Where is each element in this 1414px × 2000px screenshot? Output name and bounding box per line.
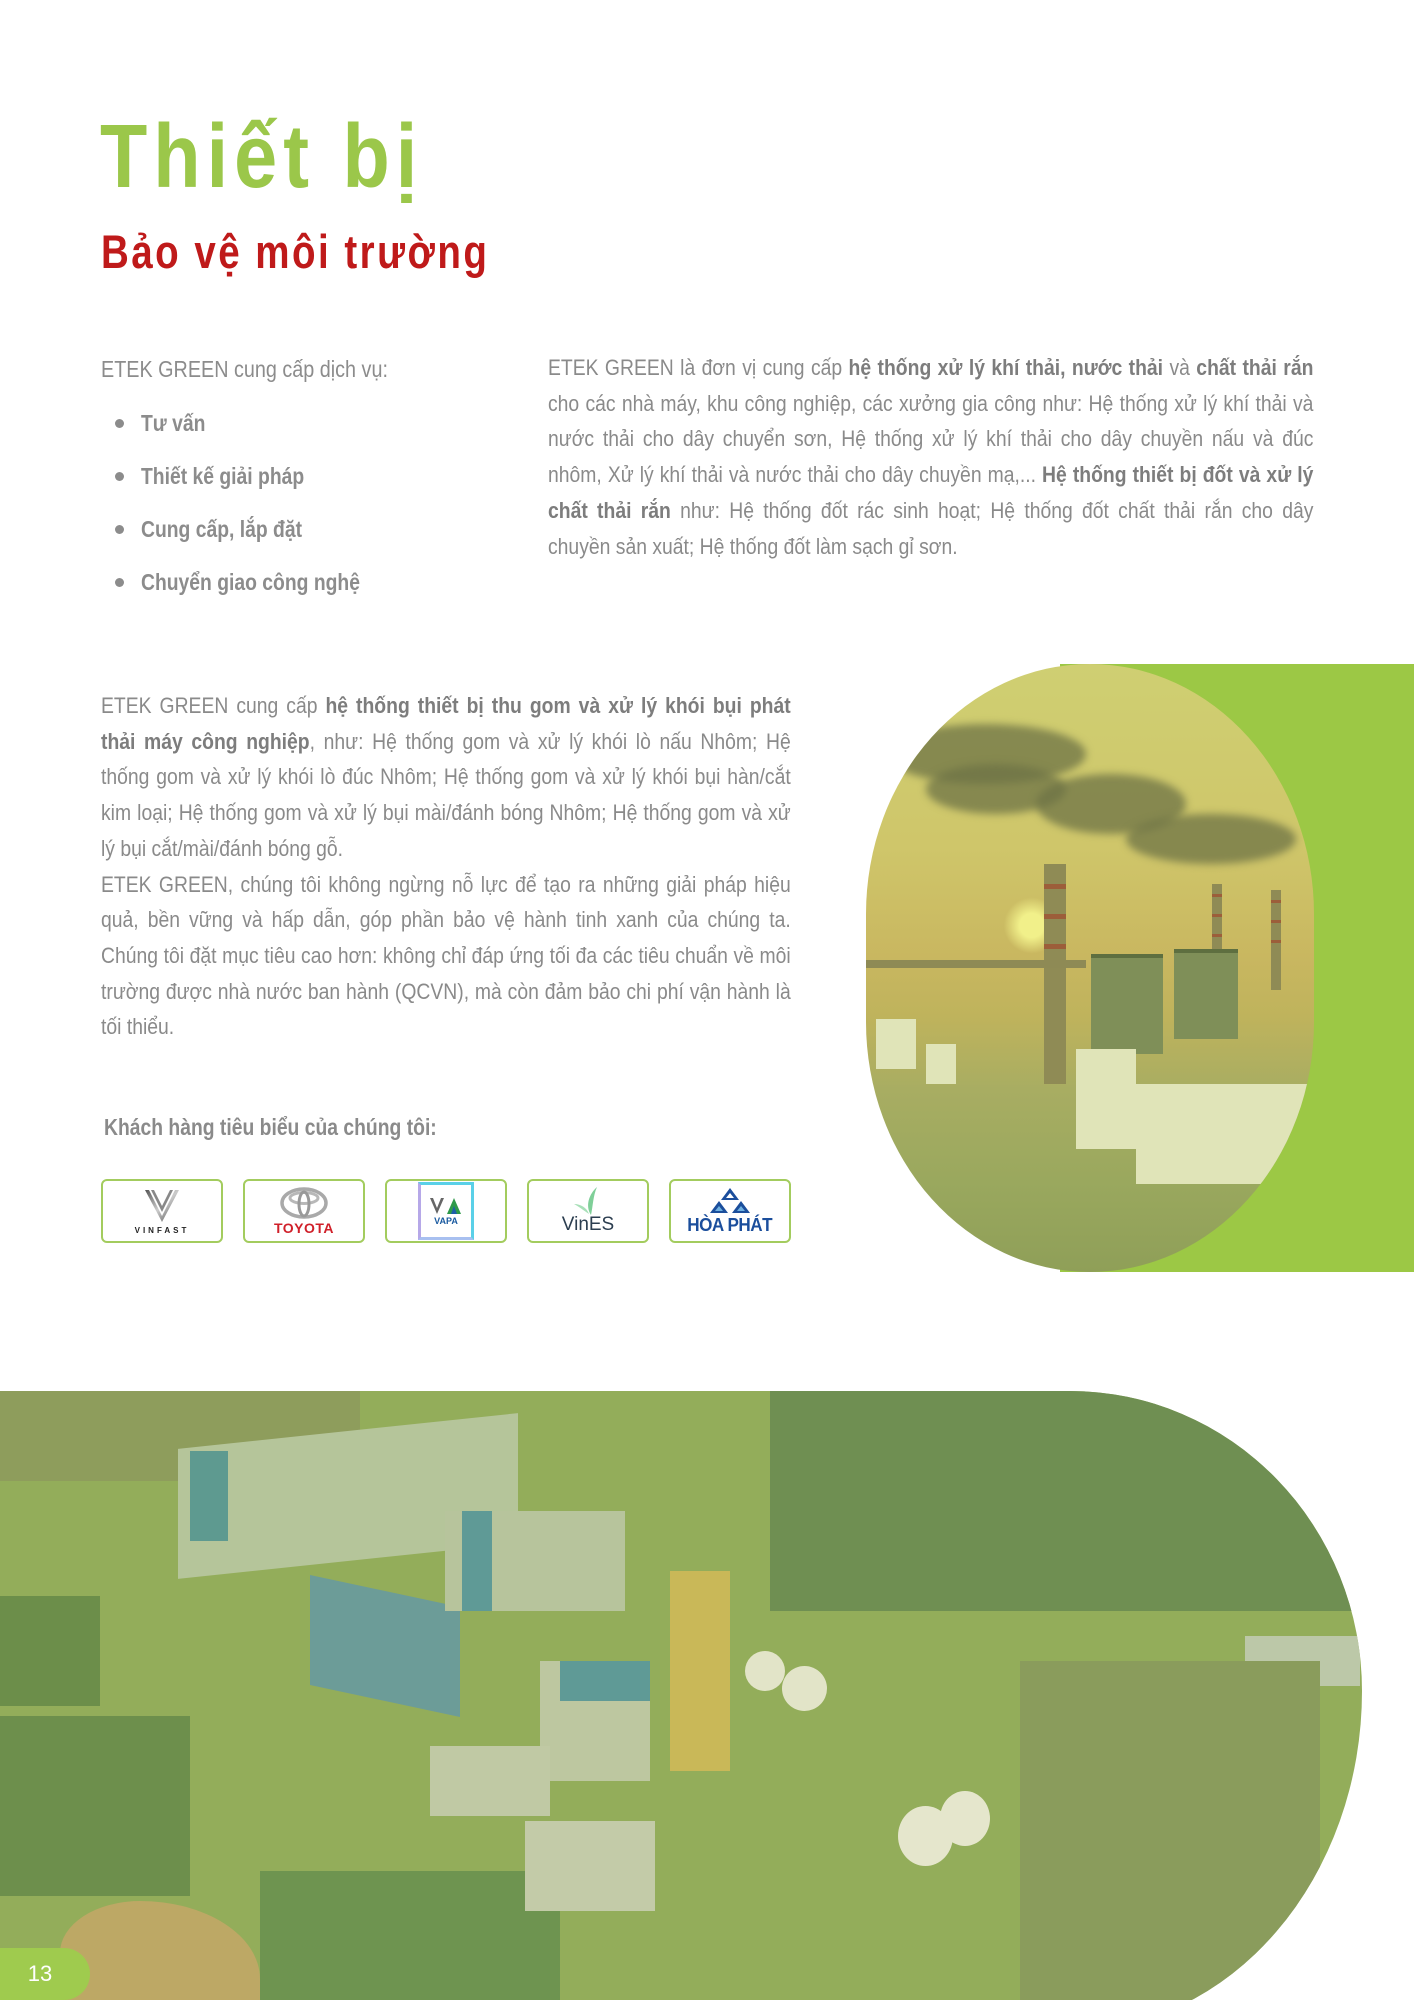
paragraph-dust-systems: ETEK GREEN cung cấp hệ thống thiết bị thu gom và xử lý khói bụi phát thải máy công nghiệp, như: Hệ thống gom và xử lý khói lò nấu Nhôm; Hệ thống gom và xử lý khói lò đúc Nhôm; Hệ thống gom và xử lý khói bụi hàn/cắt kim loại; Hệ thống gom và xử lý bụi mài/đánh bóng Nhôm; Hệ thống gom và xử lý bụi cắt/mài/đánh bóng gỗ. [101,693,791,861]
emphasis-text: Hệ thống thiết bị đốt và xử lý chất thải rắn [548,462,1314,523]
services-list-section [101,354,441,620]
vines-leaf-icon [571,1186,605,1216]
client-logo-vinfast: VINFAST [101,1179,223,1243]
chimney-right [1271,890,1281,990]
description-paragraph-right: ETEK GREEN là đơn vị cung cấp hệ thống xử lý khí thải, nước thải và chất thải rắn cho các nhà máy, khu công nghiệp, các xưởng gia công như: Hệ thống xử lý khí thải và nước thải cho dây chuyển sơn, Hệ thống xử lý khí thải cho dây chuyền nấu và đúc nhôm, Xử lý khí thải và nước thải cho dây chuyền mạ,... Hệ thống thiết bị đốt và xử lý chất thải rắn như: Hệ thống đốt rác sinh hoạt; Hệ thống đốt chất thải rắn cho dây chuyền sản xuất; Hệ thống đốt làm sạch gỉ sơn. [548,355,1314,559]
description-paragraph-left [101,688,791,1045]
client-logo-toyota: TOYOTA [243,1179,365,1243]
emphasis-text: hệ thống xử lý khí thải, nước thải [848,355,1164,380]
factory-smokestacks-photo [866,664,1314,1272]
bullet-icon [115,419,124,428]
clients-heading: Khách hàng tiêu biểu của chúng tôi: [104,1114,437,1140]
bullet-icon [115,578,124,587]
aerial-industrial-site-photo [0,1391,1362,2000]
vapa-va-icon [429,1196,463,1216]
client-logos [101,1179,791,1243]
client-logo-vines: VinES [527,1179,649,1243]
paragraph-mission: ETEK GREEN, chúng tôi không ngừng nỗ lực để tạo ra những giải pháp hiệu quả, bền vững và hấp dẫn, góp phần bảo vệ hành tinh xanh của chúng ta. Chúng tôi đặt mục tiêu cao hơn: không chỉ đáp ứng tối đa các tiêu chuẩn về môi trường được nhà nước ban hành (QCVN), mà còn đảm bảo chi phí vận hành là tối thiểu. [101,871,791,1040]
service-item: Chuyển giao công nghệ [101,567,441,620]
bridge [866,960,1086,968]
service-item: Tư vấn [101,408,441,461]
services-intro: ETEK GREEN cung cấp dịch vụ: [101,356,388,382]
page-title: Thiết bị [100,107,424,207]
service-item: Thiết kế giải pháp [101,461,441,514]
page-subtitle: Bảo vệ môi trường [101,225,490,278]
hoaphat-triangles-icon [706,1187,754,1215]
page-number: 13 [0,1948,90,2000]
toyota-emblem-icon [280,1187,328,1219]
emphasis-text: hệ thống thiết bị thu gom và xử lý khói bụi phát thải máy công nghiệp [101,693,791,754]
services-list [101,408,441,620]
client-logo-vapa: VAPA [385,1179,507,1243]
bullet-icon [115,472,124,481]
emphasis-text: chất thải rắn [1196,355,1314,380]
bullet-icon [115,525,124,534]
vinfast-v-icon [142,1188,182,1224]
service-item: Cung cấp, lắp đặt [101,514,441,567]
client-logo-hoaphat: HÒA PHÁT [669,1179,791,1243]
chimney-main [1044,864,1066,1084]
